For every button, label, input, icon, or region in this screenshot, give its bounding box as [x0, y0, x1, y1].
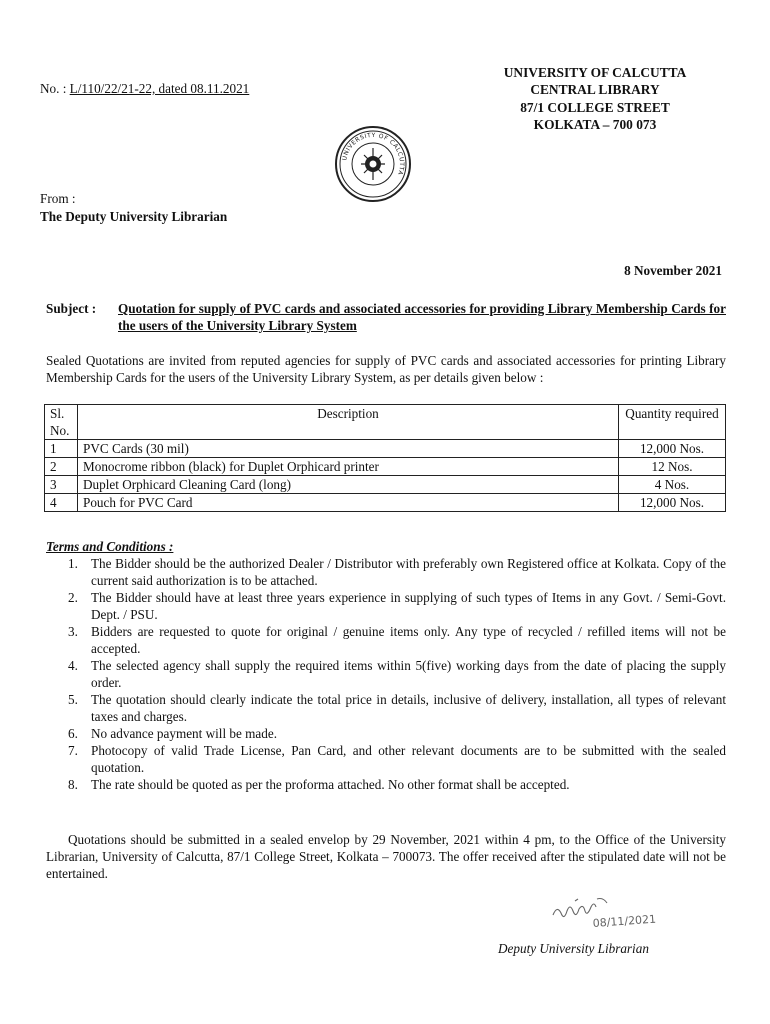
- cell-description: Duplet Orphicard Cleaning Card (long): [78, 476, 619, 494]
- term-text: The Bidder should have at least three years experience in supplying of such types of Items in any Govt. / Semi-Govt. Dept. / PSU.: [91, 590, 726, 622]
- address-line: KOLKATA – 700 073: [533, 117, 657, 133]
- table-row: [45, 440, 726, 458]
- cell-quantity: 12,000 Nos.: [619, 440, 726, 458]
- university-address: [470, 64, 720, 134]
- list-item: [46, 623, 726, 657]
- cell-sl: 4: [45, 494, 78, 512]
- terms-list: [46, 555, 726, 793]
- term-number: 1.: [68, 556, 78, 571]
- list-item: [46, 776, 726, 793]
- term-text: The rate should be quoted as per the proforma attached. No other format shall be accepted.: [91, 777, 570, 792]
- term-text: No advance payment will be made.: [91, 726, 278, 741]
- cell-description: PVC Cards (30 mil): [78, 440, 619, 458]
- from-block: [40, 190, 227, 226]
- terms-title: Terms and Conditions :: [46, 539, 174, 554]
- term-text: The selected agency shall supply the required items within 5(five) working days from the date of placing the supply order.: [91, 658, 726, 690]
- header-sl: Sl. No.: [45, 405, 78, 440]
- subject-text: Quotation for supply of PVC cards and associated accessories for providing Library Membership Cards for the users of the University Library System: [118, 301, 726, 333]
- cell-sl: 3: [45, 476, 78, 494]
- table-row: [45, 458, 726, 476]
- term-text: The quotation should clearly indicate the total price in details, inclusive of delivery, installation, all types of relevant taxes and charges.: [91, 692, 726, 724]
- handwritten-signature: [545, 895, 695, 940]
- address-line: 87/1 COLLEGE STREET: [520, 99, 670, 115]
- address-line: UNIVERSITY OF CALCUTTA: [503, 65, 687, 80]
- cell-description: Pouch for PVC Card: [78, 494, 619, 512]
- subject-line: [46, 300, 726, 334]
- closing-paragraph: Quotations should be submitted in a sealed envelop by 29 November, 2021 within 4 pm, to the Office of the University Librarian, University of Calcutta, 87/1 College Street, Kolkata – 700073. The offer received after the stipulated date will not be entertained.: [46, 832, 726, 881]
- list-item: [46, 589, 726, 623]
- list-item: [46, 725, 726, 742]
- from-label: From :: [40, 191, 76, 206]
- signatory-title: Deputy University Librarian: [498, 941, 649, 956]
- list-item: [46, 691, 726, 725]
- ref-value: L/110/22/21-22, dated 08.11.2021: [69, 81, 250, 96]
- list-item: [46, 742, 726, 776]
- table-row: [45, 494, 726, 512]
- items-table: [44, 404, 726, 512]
- reference-number: [40, 80, 249, 97]
- term-number: 4.: [68, 658, 78, 673]
- cell-sl: 2: [45, 458, 78, 476]
- cell-quantity: 12,000 Nos.: [619, 494, 726, 512]
- header-quantity: Quantity required: [619, 405, 726, 440]
- university-seal-icon: [333, 124, 413, 204]
- term-number: 6.: [68, 726, 78, 741]
- cell-description: Monocrome ribbon (black) for Duplet Orphicard printer: [78, 458, 619, 476]
- list-item: [46, 555, 726, 589]
- letter-date: 8 November 2021: [624, 263, 722, 278]
- cell-quantity: 4 Nos.: [619, 476, 726, 494]
- term-number: 7.: [68, 743, 78, 758]
- table-row: [45, 476, 726, 494]
- term-text: Photocopy of valid Trade License, Pan Card, and other relevant documents are to be submitted with the sealed quotation.: [91, 743, 726, 775]
- header-description: Description: [78, 405, 619, 440]
- cell-quantity: 12 Nos.: [619, 458, 726, 476]
- term-number: 5.: [68, 692, 78, 707]
- term-text: The Bidder should be the authorized Dealer / Distributor with preferably own Registered office at Kolkata. Copy of the current said authorization is to be attached.: [91, 556, 726, 588]
- address-line: CENTRAL LIBRARY: [530, 82, 660, 98]
- intro-paragraph: Sealed Quotations are invited from reputed agencies for supply of PVC cards and associated accessories for printing Library Membership Cards for the users of the University Library System, as per details given below :: [46, 353, 726, 385]
- term-number: 2.: [68, 590, 78, 605]
- subject-label: Subject :: [46, 301, 97, 316]
- cell-sl: 1: [45, 440, 78, 458]
- term-number: 8.: [68, 777, 78, 792]
- sender-name: The Deputy University Librarian: [40, 209, 228, 224]
- list-item: [46, 657, 726, 691]
- signature-date: 08/11/2021: [592, 912, 657, 930]
- term-number: 3.: [68, 624, 78, 639]
- seal-text: UNIVERSITY OF CALCUTTA: [341, 131, 406, 177]
- ref-label: No. :: [40, 81, 70, 96]
- term-text: Bidders are requested to quote for original / genuine items only. Any type of recycled / refilled items will not be accepted.: [91, 624, 726, 656]
- table-header-row: [45, 405, 726, 440]
